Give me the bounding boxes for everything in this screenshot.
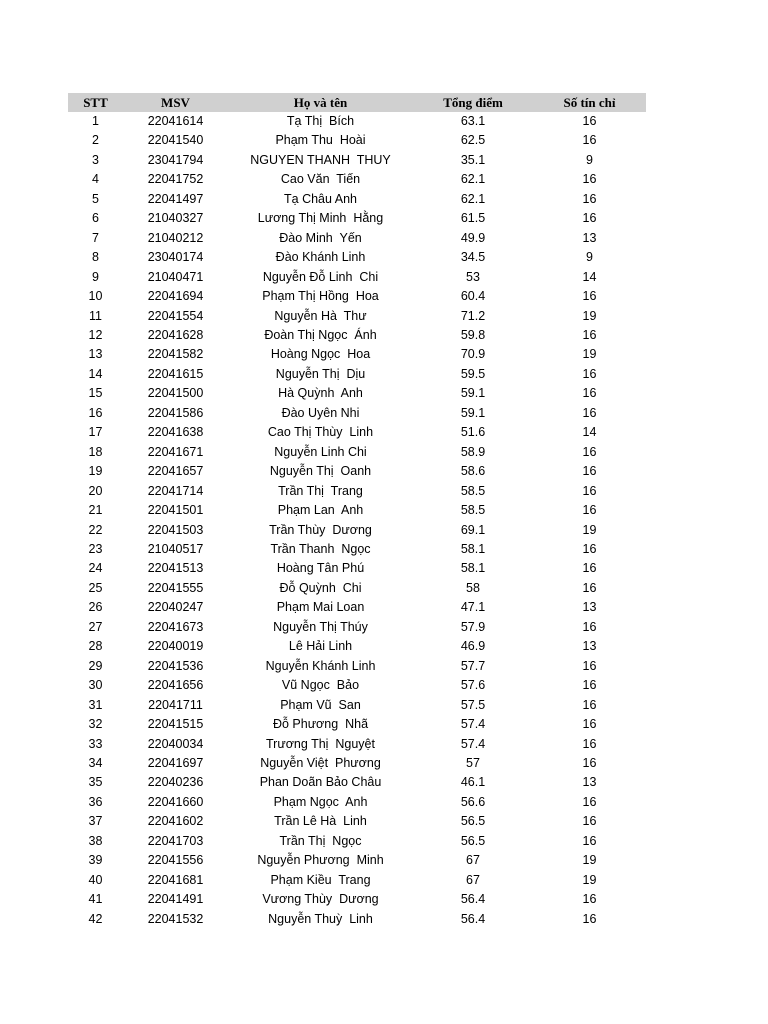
cell-full-name: Phạm Mai Loan (276, 600, 365, 615)
cell-msv: 22041536 (147, 658, 204, 673)
cell-credits: 9 (586, 250, 593, 265)
table-row (68, 871, 646, 890)
cell-credits: 16 (582, 386, 597, 401)
cell-stt: 15 (88, 386, 103, 401)
cell-msv: 22041491 (147, 892, 204, 907)
cell-full-name: Trương Thị Nguyệt (266, 736, 375, 751)
cell-credits: 16 (582, 814, 597, 829)
cell-credits: 16 (582, 833, 597, 848)
cell-stt: 17 (88, 425, 103, 440)
cell-full-name: Cao Văn Tiến (280, 172, 361, 187)
cell-stt: 5 (92, 191, 99, 206)
cell-msv: 23041794 (147, 152, 204, 167)
table-row (68, 618, 646, 637)
cell-msv: 22041586 (147, 405, 204, 420)
table-row (68, 598, 646, 617)
cell-stt: 41 (88, 892, 103, 907)
cell-full-name: Đoàn Thị Ngọc Ánh (264, 327, 377, 342)
cell-total-score: 56.4 (460, 911, 486, 926)
cell-total-score: 59.1 (460, 386, 486, 401)
cell-stt: 29 (88, 658, 103, 673)
table-row (68, 793, 646, 812)
cell-full-name: NGUYEN THANH THUY (250, 152, 391, 167)
cell-full-name: Đào Khánh Linh (275, 250, 366, 265)
cell-msv: 22040236 (147, 775, 204, 790)
cell-credits: 16 (582, 541, 597, 556)
table-row (68, 384, 646, 403)
cell-msv: 22041503 (147, 522, 204, 537)
cell-full-name: Tạ Thị Bích (286, 114, 355, 128)
table-row (68, 482, 646, 501)
header-total-score: Tổng điểm (443, 95, 503, 110)
cell-credits: 16 (582, 736, 597, 751)
cell-stt: 16 (88, 405, 103, 420)
cell-credits: 16 (582, 503, 597, 518)
cell-msv: 22040034 (147, 736, 204, 751)
cell-credits: 16 (582, 717, 597, 732)
cell-msv: 22041554 (147, 308, 204, 323)
cell-stt: 13 (88, 347, 103, 362)
table-row (68, 559, 646, 578)
table-row (68, 910, 646, 929)
cell-stt: 4 (92, 172, 99, 187)
cell-stt: 14 (88, 366, 103, 381)
cell-msv: 22041501 (147, 503, 204, 518)
cell-full-name: Hoàng Ngọc Hoa (270, 347, 371, 362)
cell-credits: 13 (582, 775, 597, 790)
cell-credits: 13 (582, 230, 597, 245)
cell-total-score: 59.5 (460, 366, 486, 381)
cell-full-name: Phạm Lan Anh (277, 503, 364, 518)
cell-full-name: Phạm Vũ San (280, 697, 361, 712)
cell-credits: 16 (582, 658, 597, 673)
cell-full-name: Trần Thùy Dương (269, 522, 372, 537)
cell-full-name: Nguyễn Thị Thúy (273, 619, 368, 634)
cell-total-score: 67 (466, 872, 480, 887)
cell-credits: 16 (582, 619, 597, 634)
cell-msv: 22041657 (147, 464, 204, 479)
cell-total-score: 59.8 (460, 327, 486, 342)
cell-stt: 9 (92, 269, 99, 284)
cell-total-score: 57.6 (460, 678, 486, 693)
cell-full-name: Nguyễn Hà Thư (274, 308, 367, 323)
cell-stt: 21 (88, 503, 103, 518)
table-row (68, 890, 646, 909)
cell-total-score: 56.4 (460, 892, 486, 907)
cell-total-score: 58.9 (460, 444, 486, 459)
table-row (68, 754, 646, 773)
cell-msv: 22041555 (147, 580, 204, 595)
cell-total-score: 58.5 (460, 483, 486, 498)
cell-credits: 16 (582, 561, 597, 576)
cell-full-name: Vương Thùy Dương (262, 892, 379, 907)
cell-stt: 36 (88, 794, 103, 809)
cell-total-score: 62.1 (460, 172, 486, 187)
cell-full-name: Nguyễn Linh Chi (274, 444, 367, 459)
cell-stt: 11 (89, 308, 102, 323)
cell-credits: 9 (586, 152, 593, 167)
cell-full-name: Nguyễn Đỗ Linh Chi (262, 269, 379, 284)
table-row (68, 851, 646, 870)
cell-total-score: 57.5 (460, 697, 486, 712)
cell-full-name: Đỗ Phương Nhã (272, 717, 369, 732)
cell-stt: 2 (92, 133, 99, 148)
cell-credits: 16 (582, 211, 597, 226)
cell-credits: 16 (582, 366, 597, 381)
cell-full-name: Hoàng Tân Phú (276, 561, 365, 576)
cell-msv: 23040174 (147, 250, 204, 265)
cell-credits: 13 (582, 639, 597, 654)
header-stt: STT (83, 95, 108, 110)
cell-credits: 16 (582, 327, 597, 342)
table-row (68, 735, 646, 754)
cell-stt: 24 (88, 561, 103, 576)
cell-msv: 22041711 (148, 697, 203, 712)
cell-stt: 3 (92, 152, 99, 167)
cell-msv: 22041513 (147, 561, 204, 576)
cell-msv: 22041752 (147, 172, 204, 187)
table-row (68, 637, 646, 656)
table-row (68, 190, 646, 209)
cell-total-score: 56.5 (460, 814, 486, 829)
cell-full-name: Phạm Ngọc Anh (273, 794, 368, 809)
cell-full-name: Đào Minh Yến (279, 230, 362, 245)
cell-full-name: Nguyễn Thuỳ Linh (268, 911, 373, 926)
header-credits: Số tín chỉ (563, 95, 616, 110)
student-score-sheet (68, 93, 646, 929)
table-row (68, 268, 646, 287)
cell-stt: 27 (88, 619, 103, 634)
cell-full-name: Phạm Thu Hoài (275, 133, 366, 148)
table-row (68, 151, 646, 170)
table-row (68, 657, 646, 676)
cell-total-score: 49.9 (460, 230, 486, 245)
table-row (68, 423, 646, 442)
cell-stt: 1 (92, 114, 99, 128)
cell-msv: 21040212 (147, 230, 204, 245)
cell-stt: 31 (88, 697, 103, 712)
table-row (68, 345, 646, 364)
cell-msv: 22041556 (147, 853, 204, 868)
cell-stt: 23 (88, 541, 103, 556)
cell-total-score: 47.1 (460, 600, 486, 615)
cell-full-name: Phạm Thị Hồng Hoa (262, 289, 379, 304)
table-row (68, 112, 646, 131)
table-row (68, 462, 646, 481)
table-row (68, 521, 646, 540)
cell-total-score: 57.9 (460, 619, 486, 634)
cell-credits: 19 (582, 347, 597, 362)
cell-msv: 22041703 (147, 833, 204, 848)
cell-full-name: Nguyễn Việt Phương (260, 755, 381, 770)
cell-credits: 19 (582, 522, 597, 537)
cell-msv: 22040247 (147, 600, 204, 615)
table-row (68, 307, 646, 326)
cell-credits: 16 (582, 444, 597, 459)
cell-total-score: 59.1 (460, 405, 486, 420)
cell-credits: 16 (582, 892, 597, 907)
cell-full-name: Trần Thị Ngọc (279, 833, 362, 848)
cell-credits: 16 (582, 405, 597, 420)
cell-total-score: 34.5 (460, 250, 486, 265)
cell-stt: 40 (88, 872, 103, 887)
cell-stt: 6 (92, 211, 99, 226)
cell-full-name: Trần Thanh Ngọc (270, 541, 371, 556)
cell-credits: 16 (582, 464, 597, 479)
cell-full-name: Phan Doãn Bảo Châu (259, 775, 382, 790)
cell-stt: 28 (88, 639, 103, 654)
cell-msv: 22041628 (147, 327, 204, 342)
cell-total-score: 70.9 (460, 347, 486, 362)
cell-total-score: 57.4 (460, 717, 486, 732)
table-row (68, 715, 646, 734)
cell-total-score: 56.6 (460, 794, 486, 809)
cell-msv: 22041714 (147, 483, 204, 498)
cell-total-score: 71.2 (460, 308, 486, 323)
cell-msv: 22041497 (147, 191, 204, 206)
cell-msv: 22041656 (147, 678, 204, 693)
cell-stt: 7 (92, 230, 99, 245)
cell-credits: 16 (582, 483, 597, 498)
table-row (68, 832, 646, 851)
cell-msv: 22041614 (147, 114, 204, 128)
cell-credits: 16 (582, 289, 597, 304)
header-msv: MSV (161, 95, 190, 110)
cell-stt: 18 (88, 444, 103, 459)
table-row (68, 404, 646, 423)
table-row (68, 540, 646, 559)
cell-stt: 8 (92, 250, 99, 265)
cell-full-name: Phạm Kiều Trang (270, 872, 371, 887)
table-row (68, 773, 646, 792)
cell-total-score: 58.6 (460, 464, 486, 479)
cell-total-score: 51.6 (460, 425, 486, 440)
table-row (68, 443, 646, 462)
cell-msv: 22041694 (147, 289, 204, 304)
cell-msv: 22041697 (147, 755, 204, 770)
cell-credits: 19 (582, 872, 597, 887)
cell-stt: 25 (88, 580, 103, 595)
cell-msv: 21040517 (147, 541, 204, 556)
cell-stt: 12 (88, 327, 103, 342)
table-row (68, 229, 646, 248)
cell-stt: 22 (88, 522, 103, 537)
cell-credits: 16 (582, 133, 597, 148)
cell-stt: 32 (88, 717, 103, 732)
cell-full-name: Nguyễn Khánh Linh (265, 658, 376, 673)
cell-total-score: 53 (466, 269, 480, 284)
cell-credits: 16 (582, 697, 597, 712)
cell-stt: 34 (88, 755, 103, 770)
student-score-table (68, 93, 646, 929)
table-body (68, 112, 646, 929)
cell-msv: 22041638 (147, 425, 204, 440)
cell-stt: 39 (88, 853, 103, 868)
cell-total-score: 58.5 (460, 503, 486, 518)
cell-full-name: Hà Quỳnh Anh (278, 386, 363, 401)
cell-full-name: Trần Thị Trang (278, 483, 363, 498)
cell-full-name: Nguyễn Phương Minh (257, 853, 384, 868)
cell-credits: 16 (582, 114, 597, 128)
cell-full-name: Nguyễn Thị Dịu (275, 366, 366, 381)
cell-msv: 22041500 (147, 386, 204, 401)
table-row (68, 696, 646, 715)
table-row (68, 131, 646, 150)
cell-msv: 22040019 (147, 639, 204, 654)
table-row (68, 326, 646, 345)
cell-credits: 19 (582, 853, 597, 868)
cell-stt: 30 (88, 678, 103, 693)
cell-msv: 22041532 (147, 911, 204, 926)
cell-msv: 22041540 (147, 133, 204, 148)
cell-full-name: Nguyễn Thị Oanh (269, 464, 372, 479)
cell-stt: 35 (88, 775, 103, 790)
cell-stt: 10 (88, 289, 103, 304)
cell-total-score: 58.1 (460, 561, 486, 576)
cell-stt: 33 (88, 736, 103, 751)
cell-full-name: Đỗ Quỳnh Chi (279, 580, 362, 595)
table-row (68, 812, 646, 831)
cell-msv: 22041602 (147, 814, 204, 829)
cell-credits: 16 (582, 794, 597, 809)
cell-stt: 42 (88, 911, 103, 926)
cell-total-score: 57 (466, 755, 480, 770)
cell-credits: 16 (582, 678, 597, 693)
table-row (68, 209, 646, 228)
cell-stt: 38 (88, 833, 103, 848)
cell-total-score: 58.1 (460, 541, 486, 556)
cell-full-name: Trần Lê Hà Linh (274, 814, 367, 829)
cell-total-score: 63.1 (460, 114, 486, 128)
cell-total-score: 58 (466, 580, 480, 595)
header-full-name: Họ và tên (293, 95, 348, 110)
table-row (68, 676, 646, 695)
cell-total-score: 69.1 (460, 522, 486, 537)
cell-total-score: 67 (466, 853, 480, 868)
cell-total-score: 62.5 (460, 133, 486, 148)
cell-full-name: Lương Thị Minh Hằng (257, 211, 384, 226)
table-row (68, 501, 646, 520)
cell-total-score: 46.9 (460, 639, 486, 654)
cell-stt: 26 (88, 600, 103, 615)
cell-full-name: Cao Thị Thùy Linh (267, 425, 374, 440)
cell-msv: 22041660 (147, 794, 204, 809)
cell-stt: 19 (88, 464, 103, 479)
cell-stt: 20 (88, 483, 103, 498)
table-row (68, 579, 646, 598)
cell-msv: 22041582 (147, 347, 204, 362)
cell-credits: 14 (582, 425, 597, 440)
table-row (68, 287, 646, 306)
cell-total-score: 46.1 (460, 775, 486, 790)
cell-credits: 16 (582, 191, 597, 206)
cell-msv: 22041615 (147, 366, 204, 381)
cell-total-score: 57.4 (460, 736, 486, 751)
cell-credits: 16 (582, 755, 597, 770)
cell-credits: 13 (582, 600, 597, 615)
cell-msv: 21040327 (147, 211, 204, 226)
cell-msv: 22041673 (147, 619, 204, 634)
cell-total-score: 62.1 (460, 191, 486, 206)
cell-msv: 22041671 (147, 444, 204, 459)
cell-credits: 14 (582, 269, 597, 284)
cell-credits: 16 (582, 172, 597, 187)
cell-credits: 19 (582, 308, 597, 323)
cell-total-score: 61.5 (460, 211, 486, 226)
cell-full-name: Vũ Ngọc Bảo (281, 678, 360, 693)
cell-full-name: Lê Hải Linh (288, 639, 353, 654)
table-row (68, 248, 646, 267)
table-row (68, 365, 646, 384)
cell-credits: 16 (582, 911, 597, 926)
table-row (68, 170, 646, 189)
cell-full-name: Tạ Châu Anh (284, 191, 357, 206)
cell-stt: 37 (88, 814, 103, 829)
cell-msv: 22041515 (147, 717, 204, 732)
cell-msv: 22041681 (147, 872, 204, 887)
cell-full-name: Đào Uyên Nhi (281, 405, 360, 420)
header-row (68, 93, 646, 112)
cell-credits: 16 (582, 580, 597, 595)
cell-msv: 21040471 (147, 269, 204, 284)
cell-total-score: 60.4 (460, 289, 486, 304)
cell-total-score: 57.7 (460, 658, 486, 673)
cell-total-score: 56.5 (460, 833, 486, 848)
cell-total-score: 35.1 (460, 152, 486, 167)
